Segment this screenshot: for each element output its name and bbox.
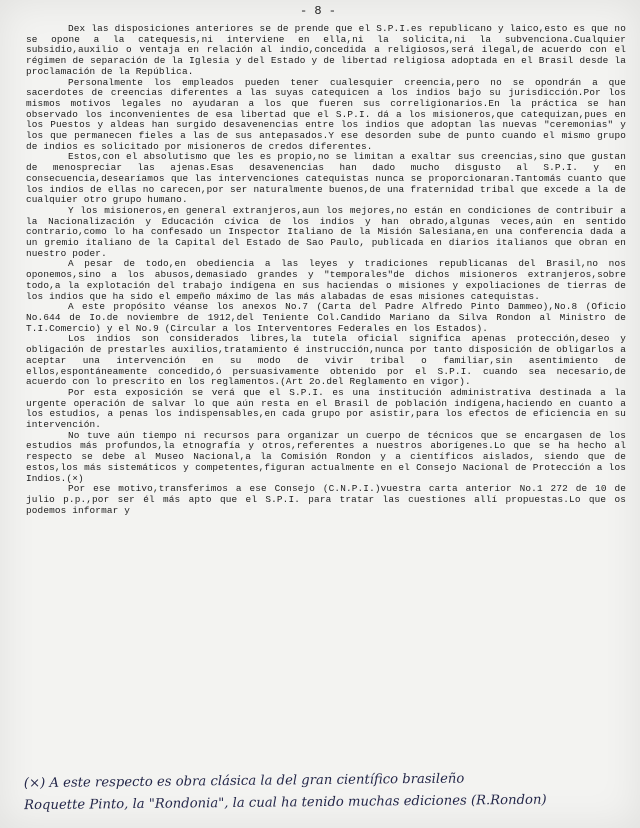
typewritten-body (26, 24, 626, 516)
footnote-line-1: (×) A este respecto es obra clásica la del gran científico brasileño (23, 771, 465, 792)
paragraph-8: Por esta exposición se verá que el S.P.I. es una institución administrativa destinada a la urgente operación de salvar lo que aún resta en el Brasil de población indígena,haciendo en cuanto a los estudios, a penas los indispensables,en cada grupo por asistir,para los efectos de eficiencia en su intervención. (26, 386, 626, 431)
paragraph-9: No tuve aún tiempo ni recursos para organizar un cuerpo de técnicos que se encargasen de los estudios más profundos,la etnografía y otros,referentes a nuestros aborígenes.Lo que se ha hecho al respecto se debe al Museo Nacional,a la Comisión Rondon y a científicos aislados, siendo que de estos,los más sistemáticos y competentes,figuran actualmente en el Consejo Nacional de Protección a los Indios.(×) (26, 429, 626, 484)
handwritten-footnote (24, 767, 624, 817)
paragraph-5: A pesar de todo,en obediencia a las leyes y tradiciones republicanas del Brasil,no nos oponemos,sino a los abusos,demasiado grandes y "temporales"de dichos misioneros extranjeros,sobre todo,a la explotación del trabajo indígena en sus haciendas o misiones y expoliaciones de tierras de los indios que ha sido el empeño máximo de las más alabadas de esas misiones catequistas. (26, 258, 626, 302)
paragraph-10: Por ese motivo,transferimos a ese Consejo (C.N.P.I.)vuestra carta anterior No.1 272 de 10 de julio p.p.,por ser él más apto que el S.P.I. para tratar las cuestiones allí propuestas.Lo que os podemos informar y (26, 483, 626, 516)
paragraph-4: Y los misioneros,en general extranjeros,aun los mejores,no están en condiciones de contribuir a la Nacionalización y Educación cívica de los indios y han obrado,algunas veces,aún en sentido contrario,como lo ha confesado un Inspector Italiano de la Misión Salesiana,en una conferencia dada a un gremio italiano de la Capital del Estado de Sao Paulo, publicada en diarios italianos que obran en nuestro poder. (26, 204, 626, 259)
paragraph-7: Los indios son considerados libres,la tutela oficial significa apenas protección,deseo y obligación de prestarles auxilios,tratamiento é instrucción,nunca por tanto disposición de obligarlos a aceptar una intervención en su modo de vivir tribal o familiar,sin asentimiento de ellos,espontáneamente concedido,ó persuasivamente obtenido por el S.P.I. cuando sea necesario,de acuerdo con lo prescrito en los reglamentos.(Art 2o.del Reglamento en vigor). (26, 333, 626, 388)
paragraph-3: Estos,con el absolutismo que les es propio,no se limitan a exaltar sus creencias,sino que gustan de menospreciar las ajenas.Esas desavenencias han dado mucho disgusto al S.P.I. y en consecuencia,desearíamos que las intervenciones catequistas nunca se proporcionaran.Tantomás cuanto que los indios de ellas no carecen,por ser naturalmente buenos,de una fraternidad tribal que excede a la de cualquier otro grupo humano. (26, 151, 626, 206)
paragraph-2: Personalmente los empleados pueden tener cualesquier creencia,pero no se opondrán a que sacerdotes de creencias diferentes a las suyas catequicen a los indios bajo su jurisdicción.Por los mismos motivos legales no ayudaran a los que fueren sus correligionarios.En la práctica se han observado los inconvenientes de esa libertad que el S.P.I. dá a los misioneros,que catequizan,pues en los Puestos y aldeas han surgido desavenencias entre los indios que adoptan las nuevas "ceremonias" y los que permanecen fieles a las de sus antepasados.Y ese desorden sube de punto cuando el mismo grupo de indios es solicitado por misioneros de credos diferentes. (26, 76, 626, 152)
footnote-line-2: Roquette Pinto, la "Rondonia", la cual ha tenido muchas ediciones (R.Rondon) (24, 792, 547, 814)
page-number: - 8 - (300, 4, 337, 18)
paragraph-6: A este propósito véanse los anexos No.7 (Carta del Padre Alfredo Pinto Dammeo),No.8 (Oficio No.644 de Io.de noviembre de 1912,del Teniente Col.Candido Mariano da Silva Rondon al Ministro de T.I.Comercio) y el No.9 (Circular a los Interventores Federales en los Estados). (26, 301, 626, 334)
paragraph-1: Dex las disposiciones anteriores se de prende que el S.P.I.es republicano y laico,esto es que no se opone a la catequesis,ni interviene en ella,ni la solicita,ni la subvenciona.Cualquier subsidio,auxilio o ventaja en relación al indio,concedida a religiosos,será ilegal,de acuerdo con el régimen de separación de la Iglesia y del Estado y de libertad religiosa adoptada en el Brasil desde la proclamación de la República. (26, 23, 626, 77)
